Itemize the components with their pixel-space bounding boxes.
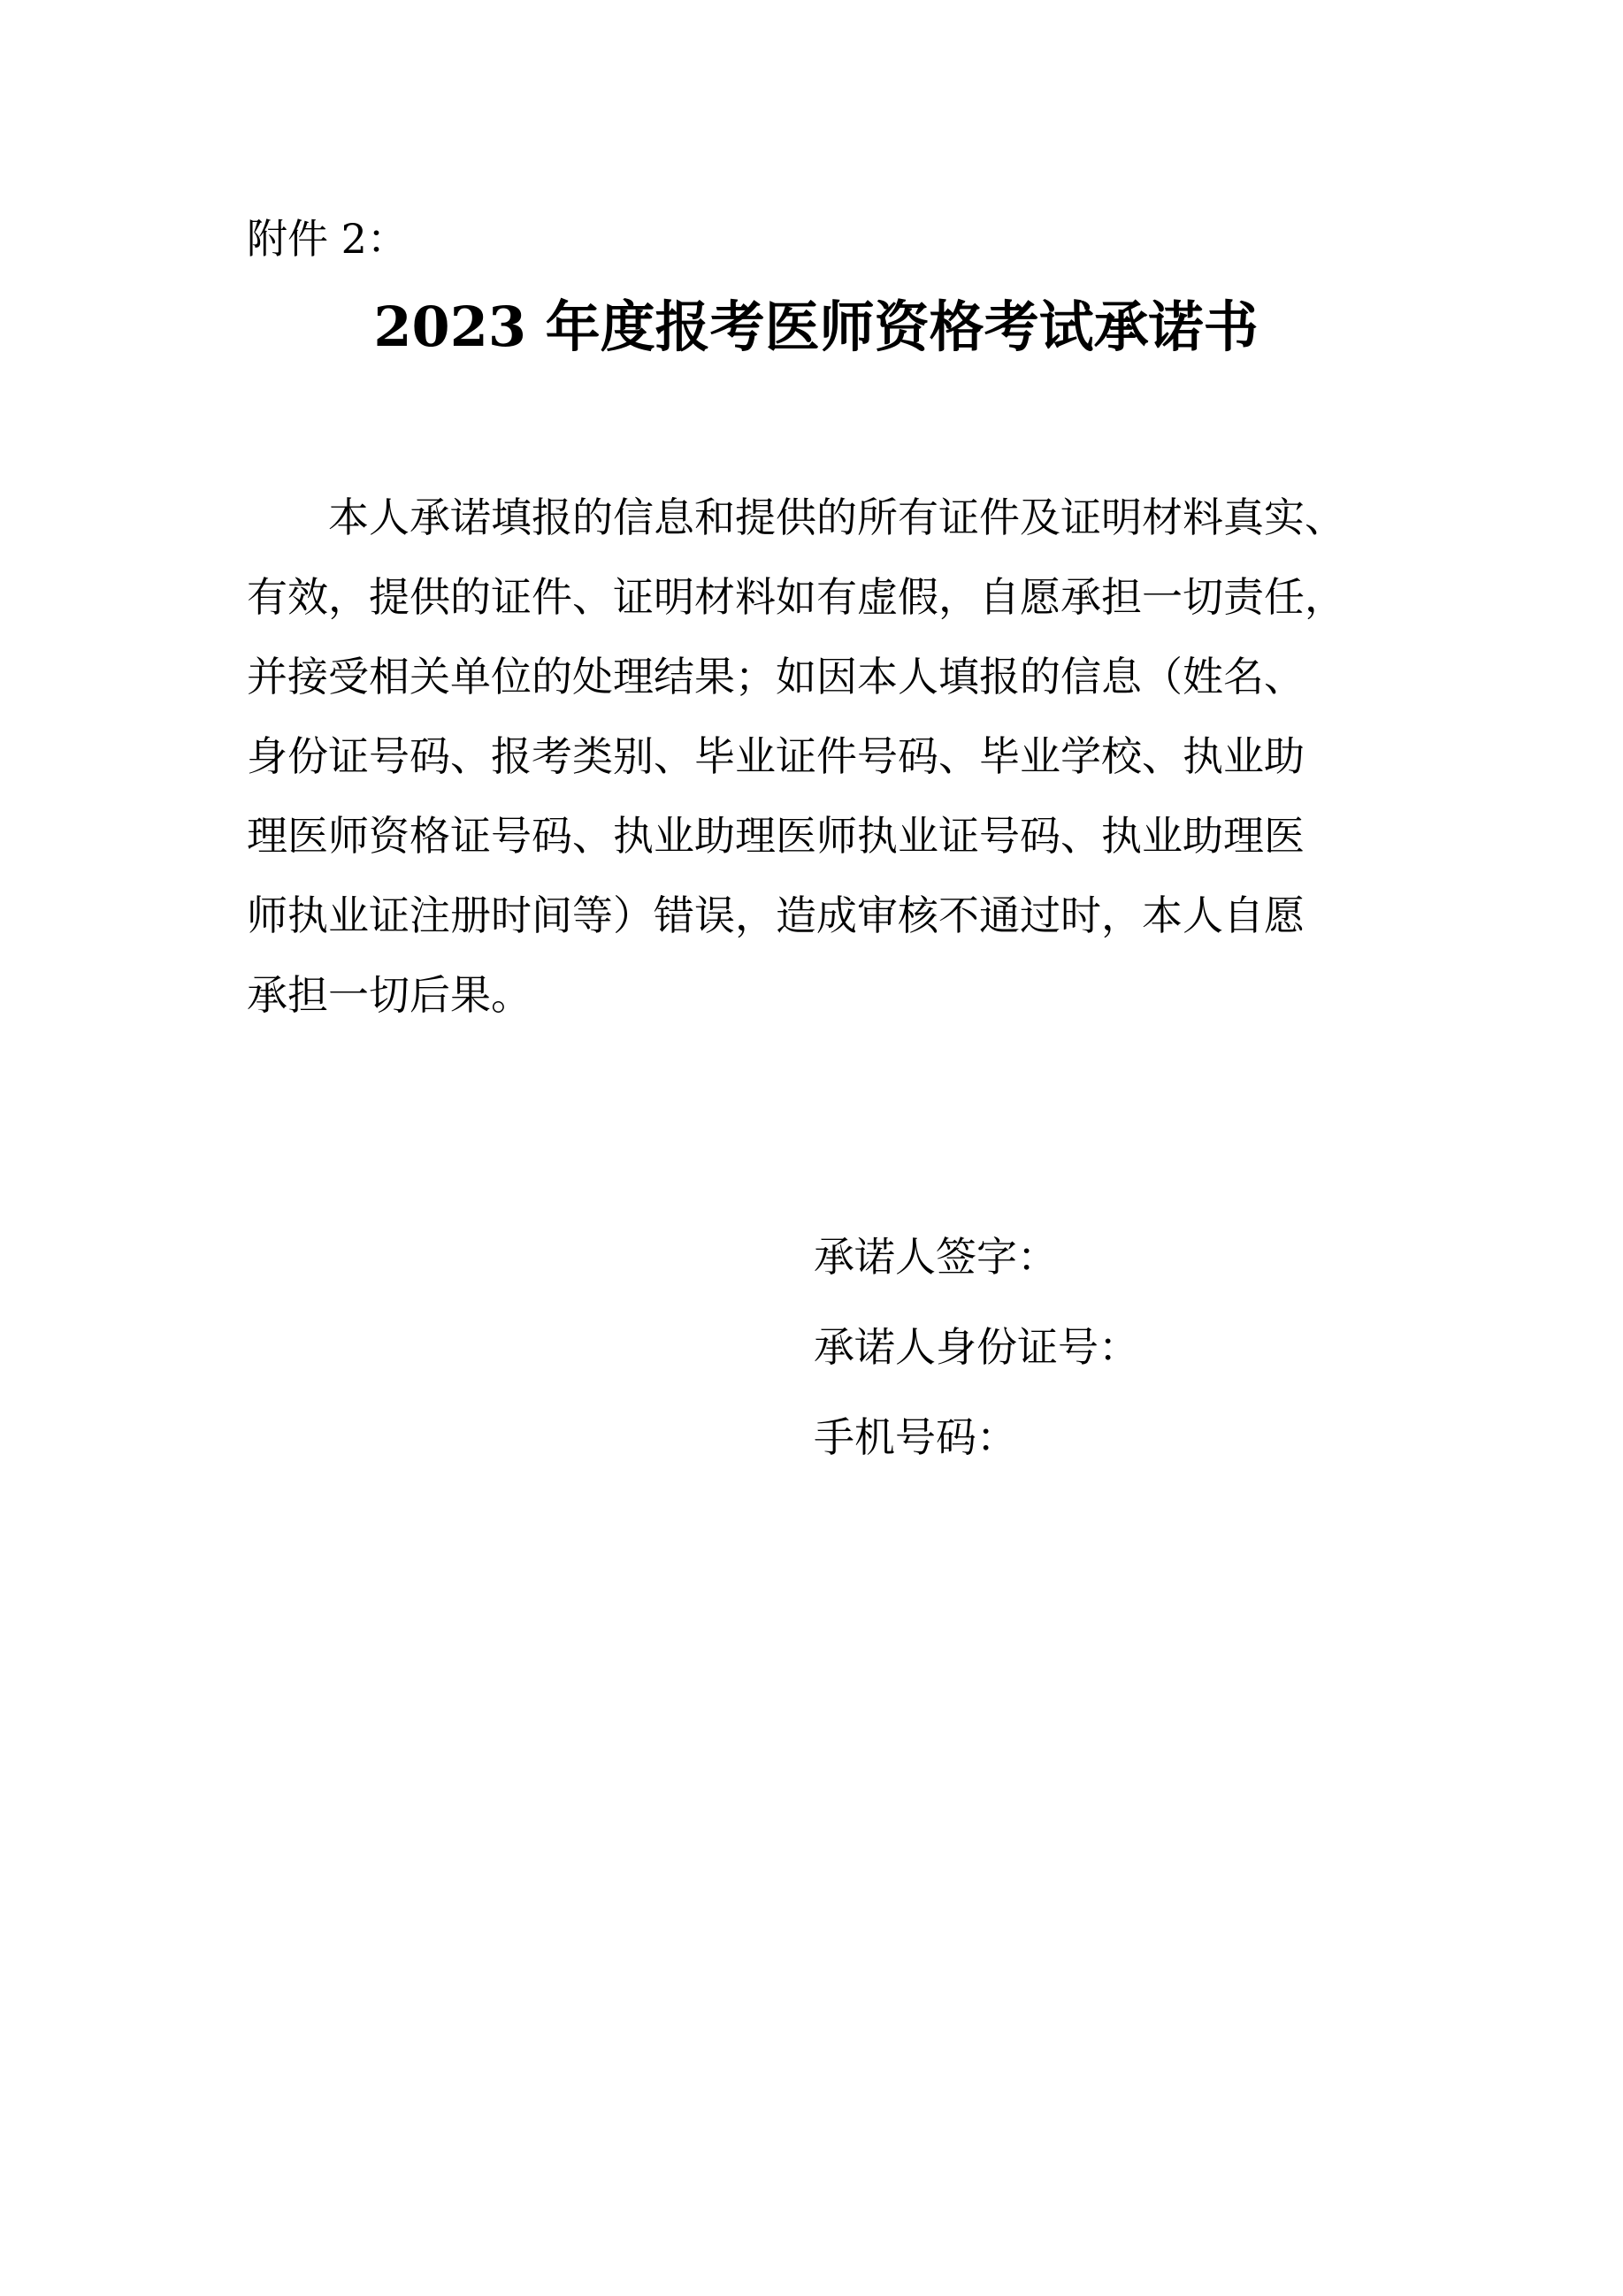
signer-signature-label: 承诺人签字： bbox=[814, 1233, 1058, 1281]
document-title: 2023 年度报考医师资格考试承诺书 bbox=[373, 295, 1259, 359]
body-line: 有效，提供的证件、证明材料如有虚假，自愿承担一切责任， bbox=[247, 573, 1345, 621]
body-line: 并接受相关单位的处理结果；如因本人填报的信息（姓名、 bbox=[247, 653, 1305, 700]
attachment-label: 附件 2： bbox=[247, 215, 408, 263]
body-line: 理医师资格证号码、执业助理医师执业证号码、执业助理医 bbox=[247, 812, 1305, 860]
commitment-body bbox=[247, 478, 1397, 1035]
body-line: 师执业证注册时间等）错误，造成审核不通过时，本人自愿 bbox=[247, 892, 1305, 939]
signature-block bbox=[814, 1212, 1139, 1482]
body-line: 承担一切后果。 bbox=[247, 971, 532, 1019]
phone-number-label: 手机号码： bbox=[814, 1413, 1017, 1461]
body-line: 本人承诺填报的信息和提供的所有证件及证明材料真实、 bbox=[247, 494, 1345, 541]
signer-id-label: 承诺人身份证号： bbox=[814, 1323, 1139, 1371]
body-line: 身份证号码、报考类别、毕业证件号码、毕业学校、执业助 bbox=[247, 732, 1305, 780]
